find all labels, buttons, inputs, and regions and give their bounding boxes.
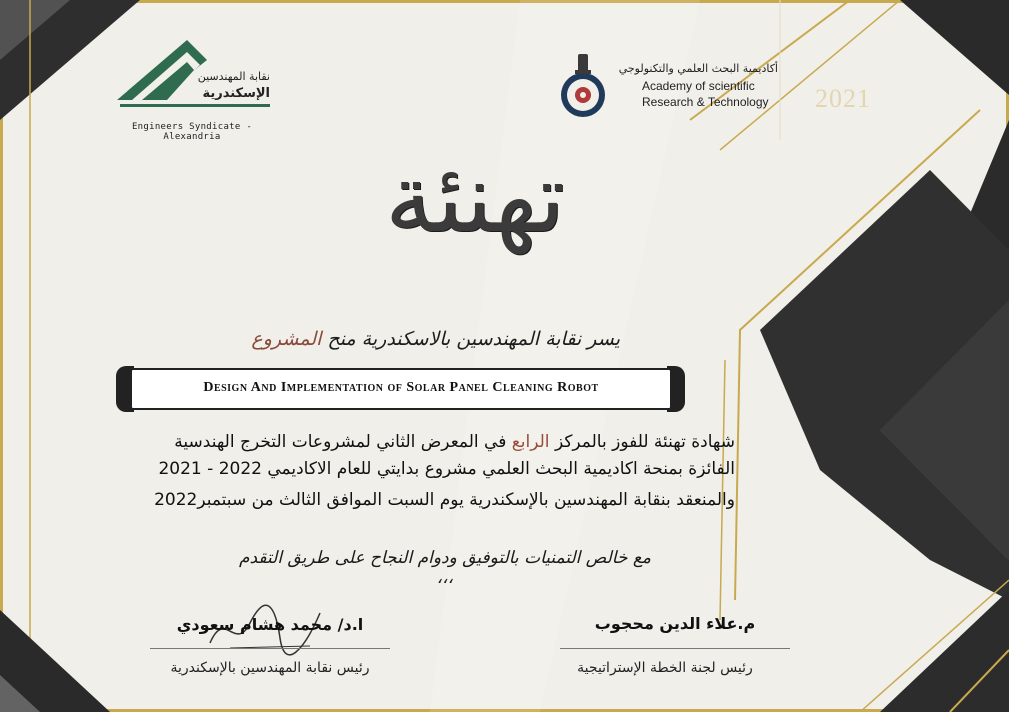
right-signature-line: [560, 648, 790, 649]
year-watermark: 2021: [815, 84, 871, 113]
intro-line: [100, 328, 620, 350]
academy-name-en-line1: Academy of scientific: [642, 79, 755, 93]
rank-highlight: الرابع: [511, 432, 550, 452]
body-line-3: والمنعقد بنقابة المهندسين بالإسكندرية يوم السبت الموافق الثالث من سبتمبر2022: [154, 490, 735, 510]
left-signature-line: [150, 648, 390, 649]
certificate-title: تهنئة: [384, 142, 566, 254]
project-title: Design And Implementation of Solar Panel Cleaning Robot: [203, 380, 599, 395]
left-signatory-name: ا.د/ محمد هشام سعودي: [176, 615, 364, 634]
academy-name-ar: أكاديمية البحث العلمي والتكنولوجي: [618, 62, 778, 75]
academy-logo: [548, 50, 618, 120]
intro-highlight: المشروع: [251, 328, 322, 350]
body-line-1-a: شهادة تهنئة للفوز بالمركز: [554, 432, 735, 452]
academy-name-en-line2: Research & Technology: [642, 95, 769, 109]
right-signatory-name: م.علاء الدين محجوب: [594, 614, 756, 633]
wishes-line: مع خالص التمنيات بالتوفيق ودوام النجاح على طريق التقدم ،،،: [238, 548, 652, 588]
body-line-2: الفائزة بمنحة اكاديمية البحث العلمي مشروع بدايتي للعام الاكاديمي 2022 - 2021: [158, 459, 735, 479]
syndicate-city-ar: الإسكندرية: [202, 86, 270, 101]
left-signatory-role: رئيس نقابة المهندسين بالإسكندرية: [170, 660, 370, 676]
syndicate-name-ar: نقابة المهندسين: [197, 70, 270, 83]
body-line-1-b: في المعرض الثاني لمشروعات التخرج الهندسية: [174, 432, 507, 452]
intro-text: يسر نقابة المهندسين بالاسكندرية منح: [327, 328, 620, 350]
right-signatory-role: رئيس لجنة الخطة الإستراتيجية: [577, 660, 753, 676]
body-line-1: [90, 432, 735, 452]
syndicate-name-en: Engineers Syndicate - Alexandria: [131, 122, 253, 142]
